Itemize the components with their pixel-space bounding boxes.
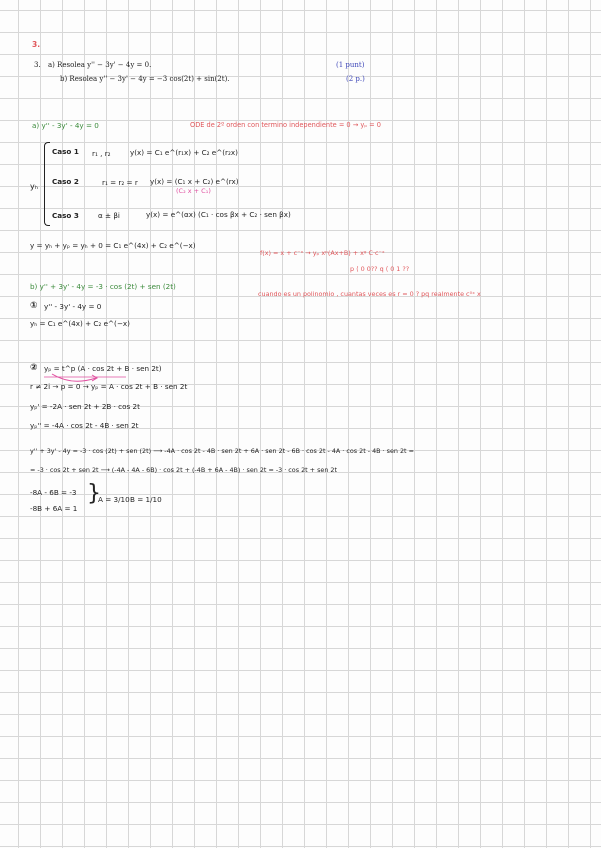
yp-definition: yₚ = t^p (A · cos 2t + B · sen 2t) xyxy=(44,364,162,373)
cases-brace xyxy=(44,142,50,226)
system-right-brace: } xyxy=(87,481,101,506)
part-a-equation: a) y'' - 3y' - 4y = 0 xyxy=(32,121,99,130)
case3-formula: y(x) = e^(αx) (C₁ · cos βx + C₂ · sen βx) xyxy=(146,210,291,219)
yp-first-derivative: yₚ' = -2A · sen 2t + 2B · cos 2t xyxy=(30,402,140,411)
case1-roots: r₁ , r₂ xyxy=(92,149,111,158)
statement-part-b-points: (2 p.) xyxy=(346,75,365,83)
case3-label: Caso 3 xyxy=(52,211,79,220)
side-note-1: f(x) = x + c⁻ˣ → yₚ xᵖ(Ax+B) + xᵍ C·c⁻ˣ xyxy=(260,249,385,257)
step1-solution: yₕ = C₁ e^(4x) + C₂ e^(−x) xyxy=(30,319,130,328)
yh-label: yₕ xyxy=(30,182,38,191)
step2-marker: ② xyxy=(30,363,38,373)
part-a-note: ODE de 2º orden con termino independiente = 0 → yₚ = 0 xyxy=(190,121,381,129)
case3-roots: α ± βi xyxy=(98,211,120,220)
pink-arc xyxy=(52,374,96,381)
case2-formula: y(x) = (C₁ x + C₂) e^(rx) xyxy=(150,177,239,186)
case1-formula: y(x) = C₁ e^(r₁x) + C₂ e^(r₂x) xyxy=(130,148,238,157)
result-b: B = 1/10 xyxy=(130,495,162,504)
step1-marker: ① xyxy=(30,301,38,311)
statement-number: 3. xyxy=(34,61,41,69)
step1-equation: y'' - 3y' - 4y = 0 xyxy=(44,302,102,311)
root-check: r ≠ 2i → p = 0 → yₚ = A · cos 2t + B · sen 2t xyxy=(30,382,188,391)
pink-arrow-head xyxy=(92,375,97,381)
case1-label: Caso 1 xyxy=(52,147,79,156)
side-note-2: p ⟨ 0 0?? q ⟨ 0 1 ?? xyxy=(350,265,410,273)
case2-extra: (C₂ x + C₁) xyxy=(176,187,211,195)
case2-label: Caso 2 xyxy=(52,177,79,186)
system-eq-1: -8A - 6B = -3 xyxy=(30,488,77,497)
result-a: A = 3/10 xyxy=(98,495,130,504)
statement-part-a-points: (1 punt) xyxy=(336,61,365,69)
yp-second-derivative: yₚ'' = -4A · cos 2t - 4B · sen 2t xyxy=(30,421,139,430)
statement-part-b: b) Resolea y'' − 3y' − 4y = −3 cos(2t) + sin(2t). xyxy=(60,75,230,83)
substitution-line: y'' + 3y' - 4y = -3 · cos (2t) + sen (2t) ⟶ -4A · cos 2t - 4B · sen 2t + 6A · sen 2t - 6B · cos 2t - 4A · cos 2t - 4B · sen 2t = xyxy=(30,447,414,455)
grouped-line: = -3 · cos 2t + sen 2t ⟶ (-4A - 4A - 6B) · cos 2t + (-4B + 6A - 4B) · sen 2t = -3 · cos 2t + sen 2t xyxy=(30,466,337,474)
case2-roots: r₁ = r₂ = r xyxy=(102,178,138,187)
part-b-equation: b) y'' + 3y' - 4y = -3 · cos (2t) + sen (2t) xyxy=(30,282,176,291)
system-eq-2: -8B + 6A = 1 xyxy=(30,504,78,513)
problem-number: 3. xyxy=(32,40,41,49)
statement-part-a: a) Resolea y'' − 3y' − 4y = 0. xyxy=(48,61,152,69)
side-note-3: cuando es un polinomio , cuantas veces es r = 0 ? pq realmente c⁰ˣ x xyxy=(258,290,481,298)
part-a-solution: y = yₕ + yₚ = yₕ + 0 = C₁ e^(4x) + C₂ e^(−x) xyxy=(30,241,196,250)
